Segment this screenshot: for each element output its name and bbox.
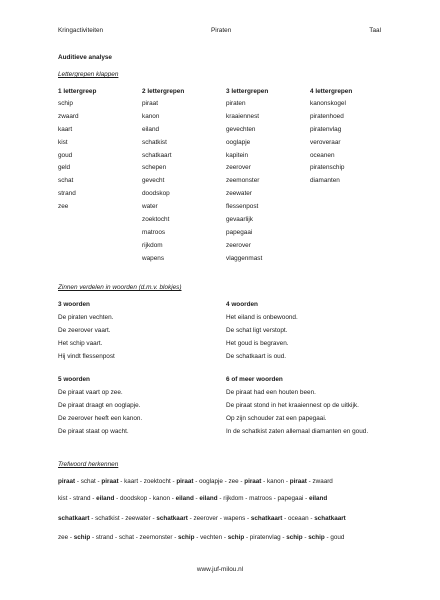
sentence-block-5 <box>58 376 228 441</box>
page-header <box>58 27 381 37</box>
column-title: 4 lettergrepen <box>310 88 353 95</box>
word-item: oceanen <box>310 151 335 159</box>
keyword-text: - schatkist - zeewater - <box>89 515 157 522</box>
keyword-highlight: schip <box>308 534 325 541</box>
word-item: veroveraar <box>310 138 341 146</box>
word-item: zwaard <box>58 112 79 120</box>
keyword-highlight: piraat <box>244 478 262 485</box>
word-item: zee <box>58 203 69 211</box>
word-item: rijkdom <box>142 241 163 249</box>
syllable-column-4 <box>310 88 394 190</box>
keyword-text: - ooglapje - zee - <box>193 478 245 485</box>
keyword-highlight: schatkaart <box>156 515 188 522</box>
keyword-text: - goud <box>324 534 345 541</box>
word-item: eiland <box>142 125 160 133</box>
word-item: schatkist <box>142 138 167 146</box>
footer-url: www.juf-milou.nl <box>196 566 244 573</box>
header-center: Piraten <box>211 27 232 34</box>
sentence-item: In de schatkist zaten allemaal diamanten en goud. <box>226 428 369 435</box>
word-item: zeewater <box>226 190 252 198</box>
section-heading-lettergrepen: Lettergrepen klappen <box>58 71 119 78</box>
keyword-text: - rijkdom - matroos - papegaai - <box>217 495 309 502</box>
word-item: zeemonster <box>226 177 260 185</box>
keyword-text: - oceaan - <box>282 515 315 522</box>
word-item: water <box>142 203 158 211</box>
word-item: schepen <box>142 164 167 172</box>
sentence-item: De piraat vaart op zee. <box>58 389 123 396</box>
word-item: kapitein <box>226 151 249 159</box>
sentence-item: De piraat staat op wacht. <box>58 428 129 435</box>
keyword-highlight: piraat <box>101 478 119 485</box>
word-item: gevaarlijk <box>226 216 253 224</box>
word-item: doodskop <box>142 190 170 198</box>
column-title: 3 lettergrepen <box>226 88 269 95</box>
word-item: schip <box>58 100 73 107</box>
sentence-block-6 <box>226 376 396 441</box>
word-item: strand <box>58 190 76 198</box>
word-item: geld <box>58 164 71 172</box>
keyword-highlight: eiland <box>96 495 115 502</box>
block-title: 6 of meer woorden <box>226 376 283 383</box>
keyword-text: kist - strand - <box>58 495 97 502</box>
word-item: matroos <box>142 228 166 236</box>
keyword-text: - strand - schat - zeemonster - <box>90 534 179 541</box>
keyword-text: zee - <box>58 534 74 541</box>
word-item: papegaai <box>226 228 253 236</box>
keyword-text: - schat - <box>75 478 102 485</box>
syllable-column-3 <box>226 88 310 268</box>
sentence-item: De zeerover heeft een kanon. <box>58 415 143 422</box>
keyword-line <box>58 495 327 502</box>
section-heading-zinnen: Zinnen verdelen in woorden (d.m.v. blokjes) <box>58 284 182 291</box>
syllable-column-1 <box>58 88 142 216</box>
keyword-text: - kaart - zoektocht - <box>118 478 177 485</box>
keyword-highlight: schip <box>178 534 195 541</box>
keyword-text: - piratenvlag - <box>244 534 287 541</box>
word-item: diamanten <box>310 177 340 185</box>
word-item: kist <box>58 138 68 146</box>
word-item: wapens <box>142 254 165 262</box>
sentence-item: De piraat had een houten been. <box>226 389 316 396</box>
block-title: 4 woorden <box>226 301 258 308</box>
keyword-line <box>58 534 344 541</box>
sentence-block-3 <box>58 301 228 366</box>
sentence-item: Het goud is begraven. <box>226 340 289 347</box>
keyword-highlight: eiland <box>308 495 328 502</box>
keyword-highlight: schip <box>286 534 303 541</box>
keyword-highlight: eiland <box>199 495 218 502</box>
section-heading-trefwoord: Trefwoord herkennen <box>58 461 119 468</box>
sentence-item: De piraat draagt en ooglapje. <box>58 402 141 409</box>
keyword-highlight: schip <box>227 534 245 541</box>
keyword-highlight: piraat <box>58 478 76 485</box>
word-item: piratenschip <box>310 164 345 172</box>
keyword-highlight: eiland <box>175 495 194 502</box>
keyword-highlight: schatkaart <box>314 515 346 522</box>
sentence-item: De piraten vechten. <box>58 314 114 321</box>
word-item: gevechten <box>226 125 256 133</box>
keyword-highlight: piraat <box>176 478 194 485</box>
keyword-text: - <box>302 534 309 541</box>
word-item: kanonskogel <box>310 100 346 107</box>
word-item: zeerover <box>226 164 251 172</box>
sentence-item: De zeerover vaart. <box>58 327 111 334</box>
column-title: 1 lettergreep <box>58 88 97 95</box>
page-title: Auditieve analyse <box>58 54 112 61</box>
sentence-item: De schatkaart is oud. <box>226 353 287 360</box>
word-item: piraat <box>142 100 158 107</box>
keyword-text: - vechten - <box>194 534 228 541</box>
word-item: kaart <box>58 125 73 133</box>
word-item: kanon <box>142 112 160 120</box>
header-right: Taal <box>369 27 381 34</box>
keyword-text: - zwaard <box>306 478 333 485</box>
keyword-highlight: schatkaart <box>58 515 90 522</box>
word-item: schat <box>58 177 74 185</box>
sentence-item: De schat ligt verstopt. <box>226 327 288 334</box>
keyword-text: - <box>193 495 200 502</box>
keyword-text: - zeerover - wapens - <box>187 515 251 522</box>
syllable-column-2 <box>142 88 226 268</box>
sentence-item: Op zijn schouder zat een papegaai. <box>226 415 327 422</box>
word-item: vlaggenmast <box>226 254 263 262</box>
keyword-highlight: schip <box>73 534 91 541</box>
word-item: piratenvlag <box>310 125 342 133</box>
word-item: kraaiennest <box>226 112 260 120</box>
keyword-highlight: piraat <box>289 478 307 485</box>
word-item: piraten <box>226 100 246 107</box>
word-item: schatkaart <box>142 151 172 159</box>
block-title: 5 woorden <box>58 376 90 383</box>
keyword-text: - kanon - <box>261 478 290 485</box>
header-left: Kringactiviteiten <box>58 27 104 34</box>
keyword-text: - doodskop - kanon - <box>114 495 176 502</box>
sentence-item: Het schip vaart. <box>58 340 103 347</box>
word-item: zeerover <box>226 241 251 249</box>
sentence-item: Hij vindt flessenpost <box>58 353 115 360</box>
sentence-item: Het eiland is onbewoond. <box>226 314 298 321</box>
sentence-block-4 <box>226 301 396 366</box>
word-item: piratenhoed <box>310 112 344 120</box>
word-item: ooglapje <box>226 138 251 146</box>
word-item: goud <box>58 151 73 159</box>
word-item: zoektocht <box>142 216 170 224</box>
keyword-highlight: schatkaart <box>250 515 283 522</box>
word-item: gevecht <box>142 177 165 185</box>
block-title: 3 woorden <box>58 301 90 308</box>
word-item: flessenpost <box>226 203 259 211</box>
column-title: 2 lettergrepen <box>142 88 185 95</box>
keyword-line <box>58 515 346 522</box>
sentence-item: De piraat stond in het kraaiennest op de uitkijk. <box>226 402 359 409</box>
keyword-line <box>58 478 333 485</box>
